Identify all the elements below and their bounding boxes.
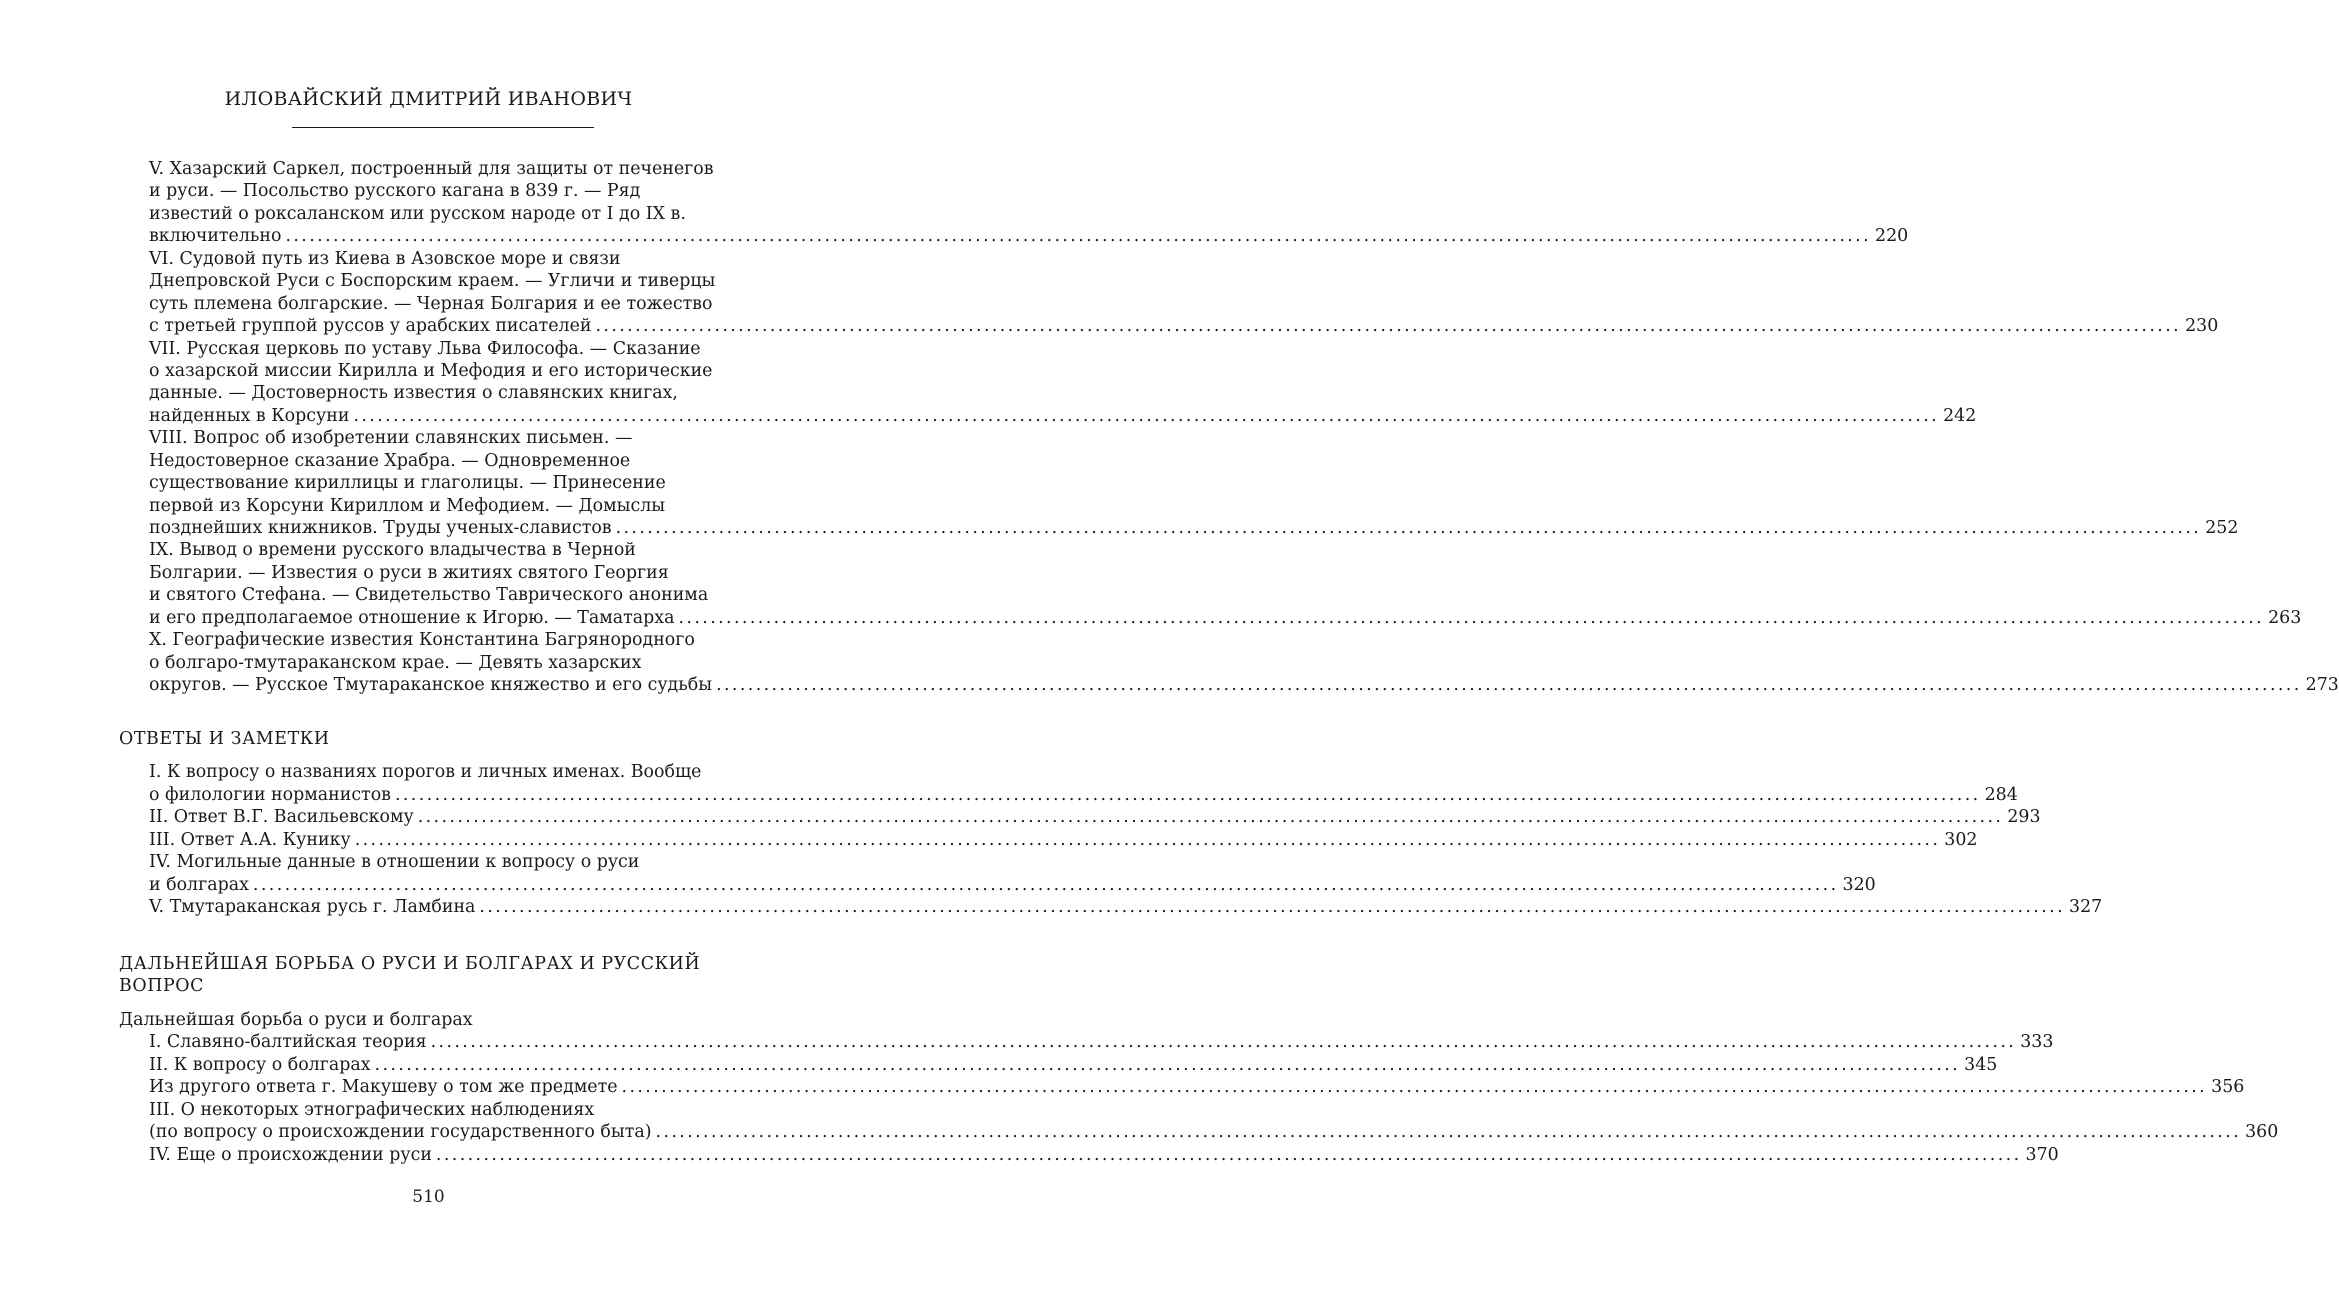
entry-text: найденных в Корсуни xyxy=(149,405,350,426)
section-heading: ОТВЕТЫ И ЗАМЕТКИ xyxy=(119,729,330,749)
dot-leader: ........................................................................................................................................................................................................ xyxy=(678,607,2265,628)
toc-text-line xyxy=(119,293,769,315)
entry-page-number: 273 xyxy=(2305,675,2339,696)
entry-text: позднейших книжников. Труды ученых-славистов xyxy=(149,518,612,538)
entry-text: данные. — Достоверность известия о славянских книгах, xyxy=(149,383,678,404)
section-heading: ДАЛЬНЕЙШАЯ БОРЬБА О РУСИ И БОЛГАРАХ И РУССКИЙ xyxy=(119,954,701,974)
entry-text: о хазарской миссии Кирилла и Мефодия и его исторические xyxy=(149,360,713,381)
toc-text-line xyxy=(119,761,769,783)
toc-block-1 xyxy=(119,158,2339,697)
toc-text-line xyxy=(119,472,769,494)
entry-text: суть племена болгарские. — Черная Болгария и ее тожество xyxy=(149,293,713,314)
toc-text-line xyxy=(119,629,769,651)
entry-text: и святого Стефана. — Свидетельство Таврического анонима xyxy=(149,585,709,606)
dot-leader: ........................................................................................................................................................................................................ xyxy=(615,518,2202,538)
toc-entry-line xyxy=(119,674,2339,696)
entry-text: III. Ответ А.А. Кунику xyxy=(149,829,351,850)
dot-leader: ........................................................................................................................................................................................................ xyxy=(435,1144,2022,1165)
entry-page-number: 320 xyxy=(1842,874,1876,895)
toc-text-line xyxy=(119,584,769,606)
entry-page-number: 333 xyxy=(2020,1032,2054,1053)
toc-text-line xyxy=(119,562,769,584)
entry-text: и болгарах xyxy=(149,874,249,895)
toc-text-line xyxy=(119,203,769,225)
entry-text: (по вопросу о происхождении государственного быта) xyxy=(149,1122,652,1143)
toc-entry-line xyxy=(119,829,1978,851)
entry-page-number: 356 xyxy=(2211,1077,2245,1098)
entry-text: V. Хазарский Саркел, построенный для защиты от печенегов xyxy=(149,159,714,179)
entry-text: Днепровской Руси с Боспорским краем. — Угличи и тиверцы xyxy=(149,271,716,292)
dot-leader: ........................................................................................................................................................................................................ xyxy=(655,1122,2242,1143)
entry-page-number: 284 xyxy=(1984,784,2018,805)
entry-text: IX. Вывод о времени русского владычества в Черной xyxy=(149,540,636,561)
entry-page-number: 370 xyxy=(2025,1144,2059,1165)
toc-text-line xyxy=(119,495,769,517)
entry-text: и руси. — Посольство русского кагана в 839 г. — Ряд xyxy=(149,181,641,202)
toc-text-line xyxy=(119,1099,769,1121)
dot-leader: ........................................................................................................................................................................................................ xyxy=(374,1054,1961,1075)
entry-text: Дальнейшая борьба о руси и болгарах xyxy=(119,1009,473,1030)
toc-text-line xyxy=(119,382,769,404)
entry-text: известий о роксаланском или русском народе от I до IX в. xyxy=(149,203,686,224)
toc-entry-line xyxy=(119,1121,2279,1143)
toc-text-line xyxy=(119,338,769,360)
entry-text: о филологии норманистов xyxy=(149,784,391,805)
toc-text-line xyxy=(119,248,769,270)
entry-text: Болгарии. — Известия о руси в житиях святого Георгия xyxy=(149,562,669,583)
toc-entry-line xyxy=(119,315,2219,337)
toc-entry-line xyxy=(119,1054,1998,1076)
entry-text: включительно xyxy=(149,226,282,247)
entry-page-number: 302 xyxy=(1944,829,1978,850)
toc-block-2 xyxy=(119,728,2103,919)
entry-page-number: 263 xyxy=(2268,607,2302,628)
entry-text: IV. Еще о происхождении руси xyxy=(149,1144,432,1165)
toc-text-line xyxy=(119,539,769,561)
toc-entry-line xyxy=(119,896,2103,918)
toc-block-3 xyxy=(119,953,2279,1166)
entry-page-number: 220 xyxy=(1875,226,1909,247)
entry-page-number: 345 xyxy=(1964,1054,1998,1075)
toc-entry-line xyxy=(119,784,2018,806)
dot-leader: ........................................................................................................................................................................................................ xyxy=(354,829,1941,850)
toc-entry-line xyxy=(119,874,1876,896)
dot-leader: ........................................................................................................................................................................................................ xyxy=(479,897,2066,918)
dot-leader: ........................................................................................................................................................................................................ xyxy=(394,784,1981,805)
entry-text: II. К вопросу о болгарах xyxy=(149,1054,371,1075)
toc-lines xyxy=(119,1009,2279,1166)
running-title: ИЛОВАЙСКИЙ ДМИТРИЙ ИВАНОВИЧ xyxy=(224,88,633,110)
toc-text-line xyxy=(119,360,769,382)
entry-text: Из другого ответа г. Макушеву о том же предмете xyxy=(149,1077,618,1098)
entry-text: существование кириллицы и глаголицы. — Принесение xyxy=(149,473,666,494)
dot-leader: ........................................................................................................................................................................................................ xyxy=(621,1077,2208,1098)
entry-page-number: 242 xyxy=(1943,405,1977,426)
header-rule xyxy=(292,127,594,128)
entry-page-number: 252 xyxy=(2205,518,2239,538)
toc-entry-line xyxy=(119,405,1977,427)
toc-text-line xyxy=(119,427,769,449)
entry-text: I. Славяно-балтийская теория xyxy=(149,1032,427,1053)
toc-text-line xyxy=(119,158,769,180)
entry-text: VIII. Вопрос об изобретении славянских письмен. — xyxy=(149,428,633,449)
entry-text: I. К вопросу о названиях порогов и личных именах. Вообще xyxy=(149,762,702,783)
entry-text: X. Географические известия Константина Багрянородного xyxy=(149,630,695,651)
dot-leader: ........................................................................................................................................................................................................ xyxy=(716,675,2302,696)
section-heading-continued: ВОПРОС xyxy=(119,976,205,997)
toc-lines xyxy=(119,761,2103,918)
entry-page-number: 230 xyxy=(2185,316,2219,337)
entry-text: V. Тмутараканская русь г. Ламбина xyxy=(149,897,476,918)
entry-text: VII. Русская церковь по уставу Льва Философа. — Сказание xyxy=(149,338,701,359)
entry-text: с третьей группой руссов у арабских писателей xyxy=(149,316,592,337)
toc-entry-line xyxy=(119,1144,2059,1166)
entry-text: II. Ответ В.Г. Васильевскому xyxy=(149,807,414,828)
toc-entry-line xyxy=(119,517,2239,539)
entry-text: и его предполагаемое отношение к Игорю. — Таматарха xyxy=(149,607,675,628)
entry-text: IV. Могильные данные в отношении к вопросу о руси xyxy=(149,852,640,873)
dot-leader: ........................................................................................................................................................................................................ xyxy=(595,316,2182,337)
toc-entry-line xyxy=(119,225,1909,247)
toc-text-line xyxy=(119,270,769,292)
entry-page-number: 327 xyxy=(2069,897,2103,918)
toc-entry-line xyxy=(119,1076,2245,1098)
toc-text-line xyxy=(119,1009,769,1031)
dot-leader: ........................................................................................................................................................................................................ xyxy=(252,874,1839,895)
toc-entry-line xyxy=(119,607,2302,629)
dot-leader: ........................................................................................................................................................................................................ xyxy=(430,1032,2017,1053)
entry-text: округов. — Русское Тмутараканское княжество и его судьбы xyxy=(149,675,713,696)
toc-text-line xyxy=(119,180,769,202)
entry-text: первой из Корсуни Кириллом и Мефодием. — Домыслы xyxy=(149,495,666,516)
dot-leader: ........................................................................................................................................................................................................ xyxy=(353,405,1940,426)
toc-entry-line xyxy=(119,806,2041,828)
entry-text: III. О некоторых этнографических наблюдениях xyxy=(149,1099,595,1120)
toc-entry-line xyxy=(119,1031,2054,1053)
dot-leader: ........................................................................................................................................................................................................ xyxy=(285,226,1872,247)
page-number: 510 xyxy=(412,1187,445,1207)
toc-text-line xyxy=(119,851,769,873)
entry-page-number: 360 xyxy=(2245,1122,2279,1143)
toc-text-line xyxy=(119,450,769,472)
entry-page-number: 293 xyxy=(2007,807,2041,828)
dot-leader: ........................................................................................................................................................................................................ xyxy=(417,807,2004,828)
toc-text-line xyxy=(119,652,769,674)
entry-text: VI. Судовой путь из Киева в Азовское море и связи xyxy=(149,248,621,269)
entry-text: Недостоверное сказание Храбра. — Одновременное xyxy=(149,450,631,471)
entry-text: о болгаро-тмутараканском крае. — Девять хазарских xyxy=(149,652,642,673)
